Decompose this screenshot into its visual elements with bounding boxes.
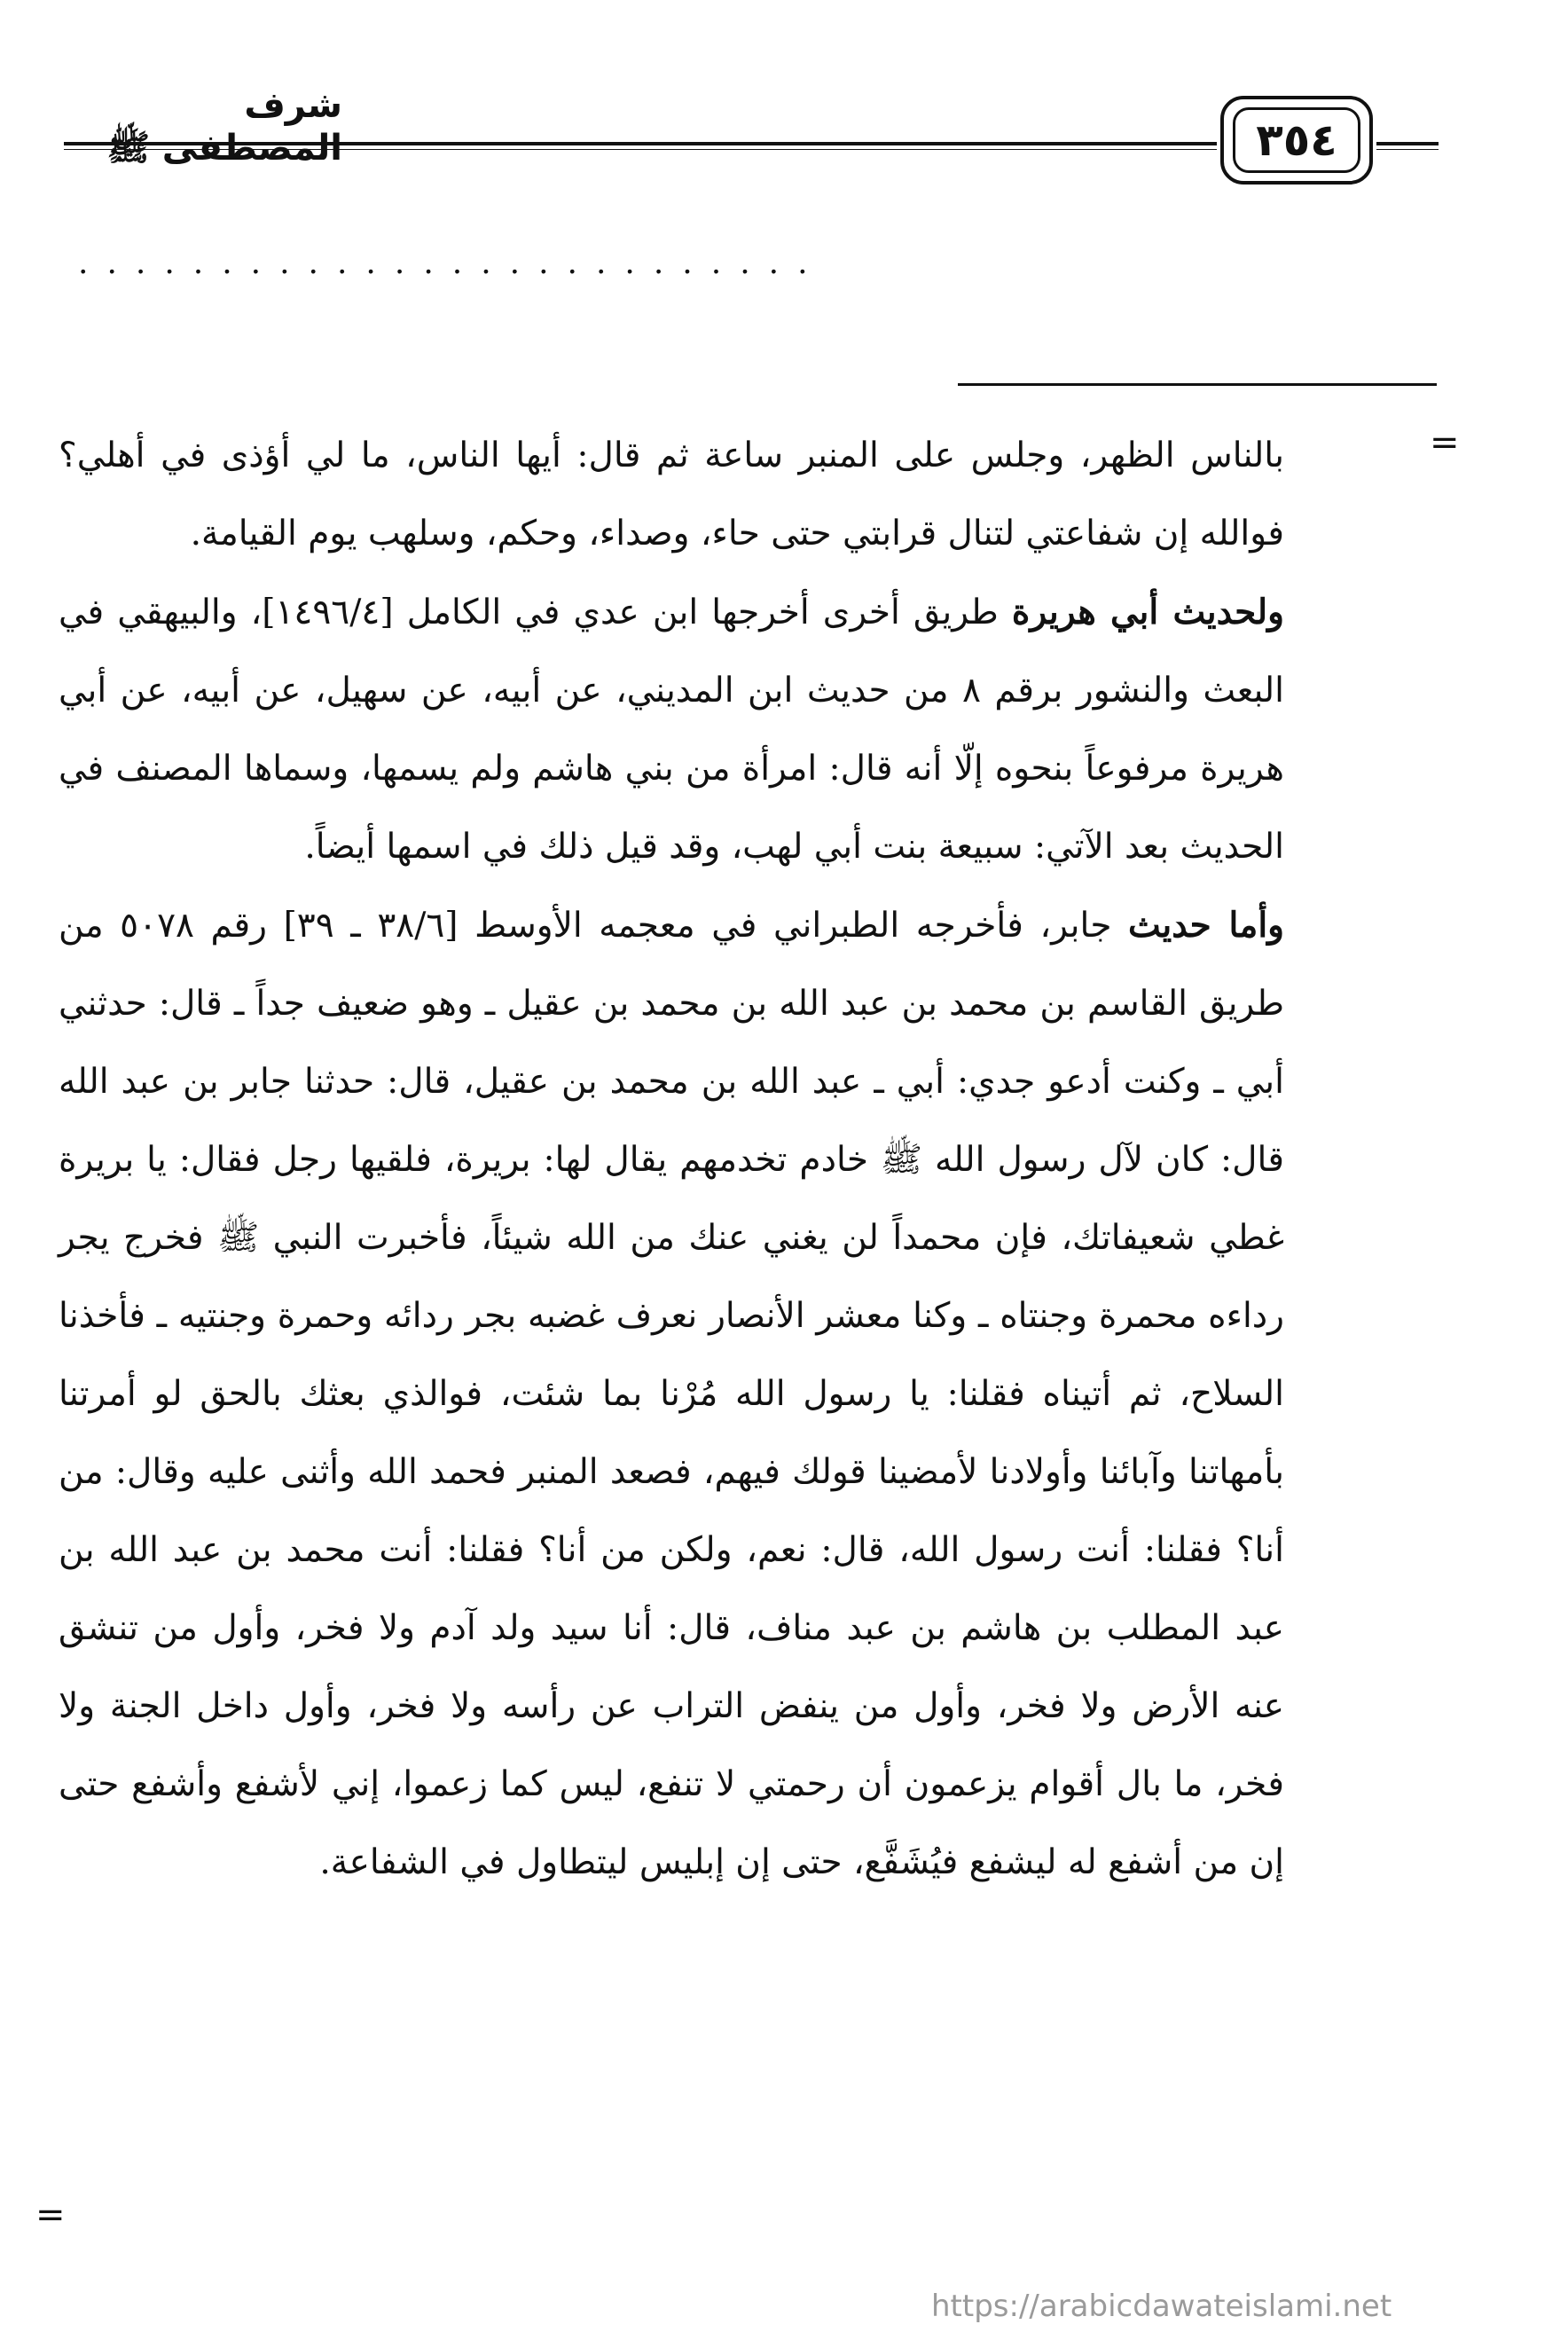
- running-head-book-title: شرف المصطفى ﷺ: [106, 85, 342, 169]
- paragraph-3-text: جابر، فأخرجه الطبراني في معجمه الأوسط [٣٨/٦ ـ ٣٩] رقم ٥٠٧٨ من طريق القاسم بن محمد بن عبد الله بن محمد بن عقيل ـ وهو ضعيف جداً ـ قال: حدثني أبي ـ وكنت أدعو جدي: أبي ـ عبد الله بن محمد بن عقيل، قال: حدثنا جابر بن عبد الله قال: كان لآل رسول الله ﷺ خادم تخدمهم يقال لها: بريرة، فلقيها رجل فقال: يا بريرة غطي شعيفاتك، فإن محمداً لن يغني عنك من الله شيئاً، فأخبرت النبي ﷺ فخرج يجر رداءه محمرة وجنتاه ـ وكنا معشر الأنصار نعرف غضبه بجر ردائه وحمرة وجنتيه ـ فأخذنا السلاح، ثم أتيناه فقلنا: يا رسول الله مُرْنا بما شئت، فوالذي بعثك بالحق لو أمرتنا بأمهاتنا وآبائنا وأولادنا لأمضينا قولك فيهم، فصعد المنبر فحمد الله وأثنى عليه وقال: من أنا؟ فقلنا: أنت رسول الله، قال: نعم، ولكن من أنا؟ فقلنا: أنت محمد بن عبد الله بن عبد المطلب بن هاشم بن عبد مناف، قال: أنا سيد ولد آدم ولا فخر، وأول من تنشق عنه الأرض ولا فخر، وأول من ينفض التراب عن رأسه ولا فخر، وأول داخل الجنة ولا فخر، ما بال أقوام يزعمون أن رحمتي لا تنفع، ليس كما زعموا، إني لأشفع وأشفع حتى إن من أشفع له ليشفع فيُشَفَّع، حتى إن إبليس ليتطاول في الشفاعة.: [59, 906, 1284, 1882]
- continuation-mark-top: =: [1430, 422, 1460, 463]
- paragraph-3: [59, 886, 1284, 1902]
- footnote-text: [59, 417, 1284, 1902]
- header-rule-right: [1376, 142, 1439, 145]
- page-number-frame: [1220, 96, 1373, 185]
- footnote-separator-rule: [958, 383, 1437, 386]
- paragraph-1: بالناس الظهر، وجلس على المنبر ساعة ثم قال: أيها الناس، ما لي أؤذى في أهلي؟ فوالله إن شفاعتي لتنال قرابتي حتى حاء، وصداء، وحكم، وسلهب يوم القيامة.: [59, 436, 1284, 554]
- header-rule-thin: [64, 149, 1217, 150]
- paragraph-2-lead: ولحديث أبي هريرة: [1011, 592, 1285, 632]
- paragraph-3-lead: وأما حديث: [1128, 905, 1284, 946]
- page-number: ٣٥٤: [1233, 107, 1360, 173]
- header-rule-right-thin: [1376, 149, 1439, 150]
- paragraph-2-text: طريق أخرى أخرجها ابن عدي في الكامل [١٤٩٦/٤]، والبيهقي في البعث والنشور برقم ٨ من حديث ابن المديني، عن أبيه، عن سهيل، عن أبيه، عن أبي هريرة مرفوعاً بنحوه إلّا أنه قال: امرأة من بني هاشم ولم يسمها، وسماها المصنف في الحديث بعد الآتي: سبيعة بنت أبي لهب، وقد قيل ذلك في اسمها أيضاً.: [59, 593, 1284, 867]
- paragraph-2: [59, 573, 1284, 886]
- continuation-mark-bottom: =: [35, 2195, 66, 2235]
- header-rule: [64, 142, 1217, 145]
- dotted-separator: ..........................: [78, 250, 827, 277]
- website-watermark: https://arabicdawateislami.net: [931, 2289, 1392, 2324]
